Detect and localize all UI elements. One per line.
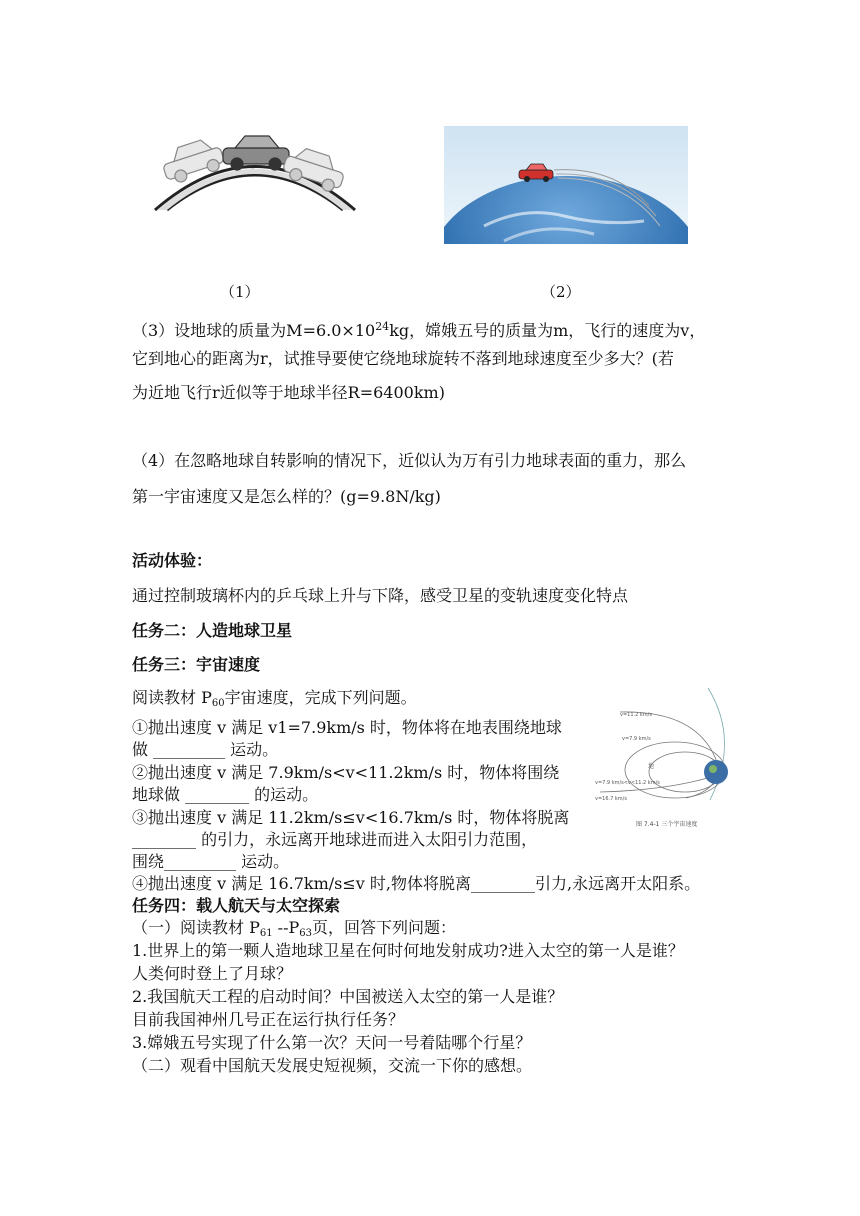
fig3-label-1: v=11.2 km/s [620, 712, 652, 718]
task3-item-1a: ①抛出速度 v 满足 v1=7.9km/s 时，物体将在地表围绕地球 [132, 718, 562, 737]
task3-item-3a: ③抛出速度 v 满足 11.2km/s≤v<16.7km/s 时，物体将脱离 [132, 808, 570, 827]
task3-item-3c: 围绕_________ 运动。 [132, 852, 290, 871]
activity-text: 通过控制玻璃杯内的乒乓球上升与下降，感受卫星的变轨速度变化特点 [132, 586, 629, 605]
task3-item-3b: ________ 的引力，永远离开地球进而进入太阳引力范围， [132, 830, 538, 849]
task4-sub1-c: 页，回答下列问题： [312, 918, 457, 937]
task4-title: 任务四：载人航天与太空探索 [132, 896, 341, 915]
figure-car-bridge [145, 128, 365, 218]
task4-line-2: 人类何时登上了月球？ [132, 964, 293, 983]
task4-line-5: 3.嫦娥五号实现了什么第一次？天问一号着陆哪个行星？ [132, 1033, 532, 1052]
fig3-label-2: v=7.9 km/s [622, 736, 651, 742]
task3-intro [132, 687, 417, 715]
q4-line-2: 第一宇宙速度又是怎么样的？(g=9.8N/kg) [132, 487, 441, 506]
task4-line-6: （二）观看中国航天发展史短视频，交流一下你的感想。 [132, 1056, 533, 1075]
task4-line-4: 目前我国神州几号正在运行执行任务？ [132, 1010, 405, 1029]
q3-line-2: 它到地心的距离为r，试推导要使它绕地球旋转不落到地球速度至少多大？(若 [132, 349, 674, 368]
figure-car-earth [444, 126, 688, 244]
task3-item-2b: 地球做 ________ 的运动。 [132, 785, 319, 804]
task4-page-end: 63 [299, 928, 312, 939]
q3-line-1 [132, 316, 705, 342]
task4-line-3: 2.我国航天工程的启动时间？中国被送入太空的第一人是谁？ [132, 987, 564, 1006]
figure-2-caption: （2） [541, 283, 581, 301]
task3-title: 任务三：宇宙速度 [132, 655, 261, 674]
task2-title: 任务二：人造地球卫星 [132, 621, 293, 640]
task4-sub1-b: --P [272, 918, 300, 937]
figure-cosmic-velocity [590, 680, 738, 830]
task3-item-2a: ②抛出速度 v 满足 7.9km/s<v<11.2km/s 时，物体将围绕 [132, 763, 560, 782]
task4-page-start: 61 [259, 928, 273, 939]
task3-intro-b: 宇宙速度，完成下列问题。 [224, 688, 417, 707]
task3-item-4: ④抛出速度 v 满足 16.7km/s≤v 时,物体将脱离________引力,永远离开太阳系。 [132, 874, 701, 893]
fig3-label-4: 地 [648, 763, 655, 770]
task3-item-1b: 做 _________ 运动。 [132, 740, 279, 759]
task3-intro-page: 60 [211, 698, 225, 709]
task4-sub1-a: （一）阅读教材 P [132, 918, 260, 937]
fig3-label-5: v=7.9 km/s<v<11.2 km/s [595, 780, 660, 786]
q3-exponent: 24 [375, 320, 390, 333]
activity-title: 活动体验： [132, 551, 213, 570]
task4-line-1: 1.世界上的第一颗人造地球卫星在何时何地发射成功?进入太空的第一人是谁？ [132, 941, 684, 960]
q3-text-a: （3）设地球的质量为M=6.0×10 [132, 321, 376, 340]
q3-text-b: kg，嫦娥五号的质量为m，飞行的速度为v， [389, 321, 706, 340]
task3-intro-a: 阅读教材 P [132, 688, 212, 707]
q4-line-1: （4）在忽略地球自转影响的情况下，近似认为万有引力地球表面的重力，那么 [132, 451, 687, 470]
fig3-label-3: v=16.7 km/s [595, 796, 627, 802]
q3-line-3: 为近地飞行r近似等于地球半径R=6400km) [132, 383, 445, 402]
figure-1-caption: （1） [220, 283, 260, 301]
fig3-caption: 图 7.4-1 三个宇宙速度 [636, 821, 698, 828]
